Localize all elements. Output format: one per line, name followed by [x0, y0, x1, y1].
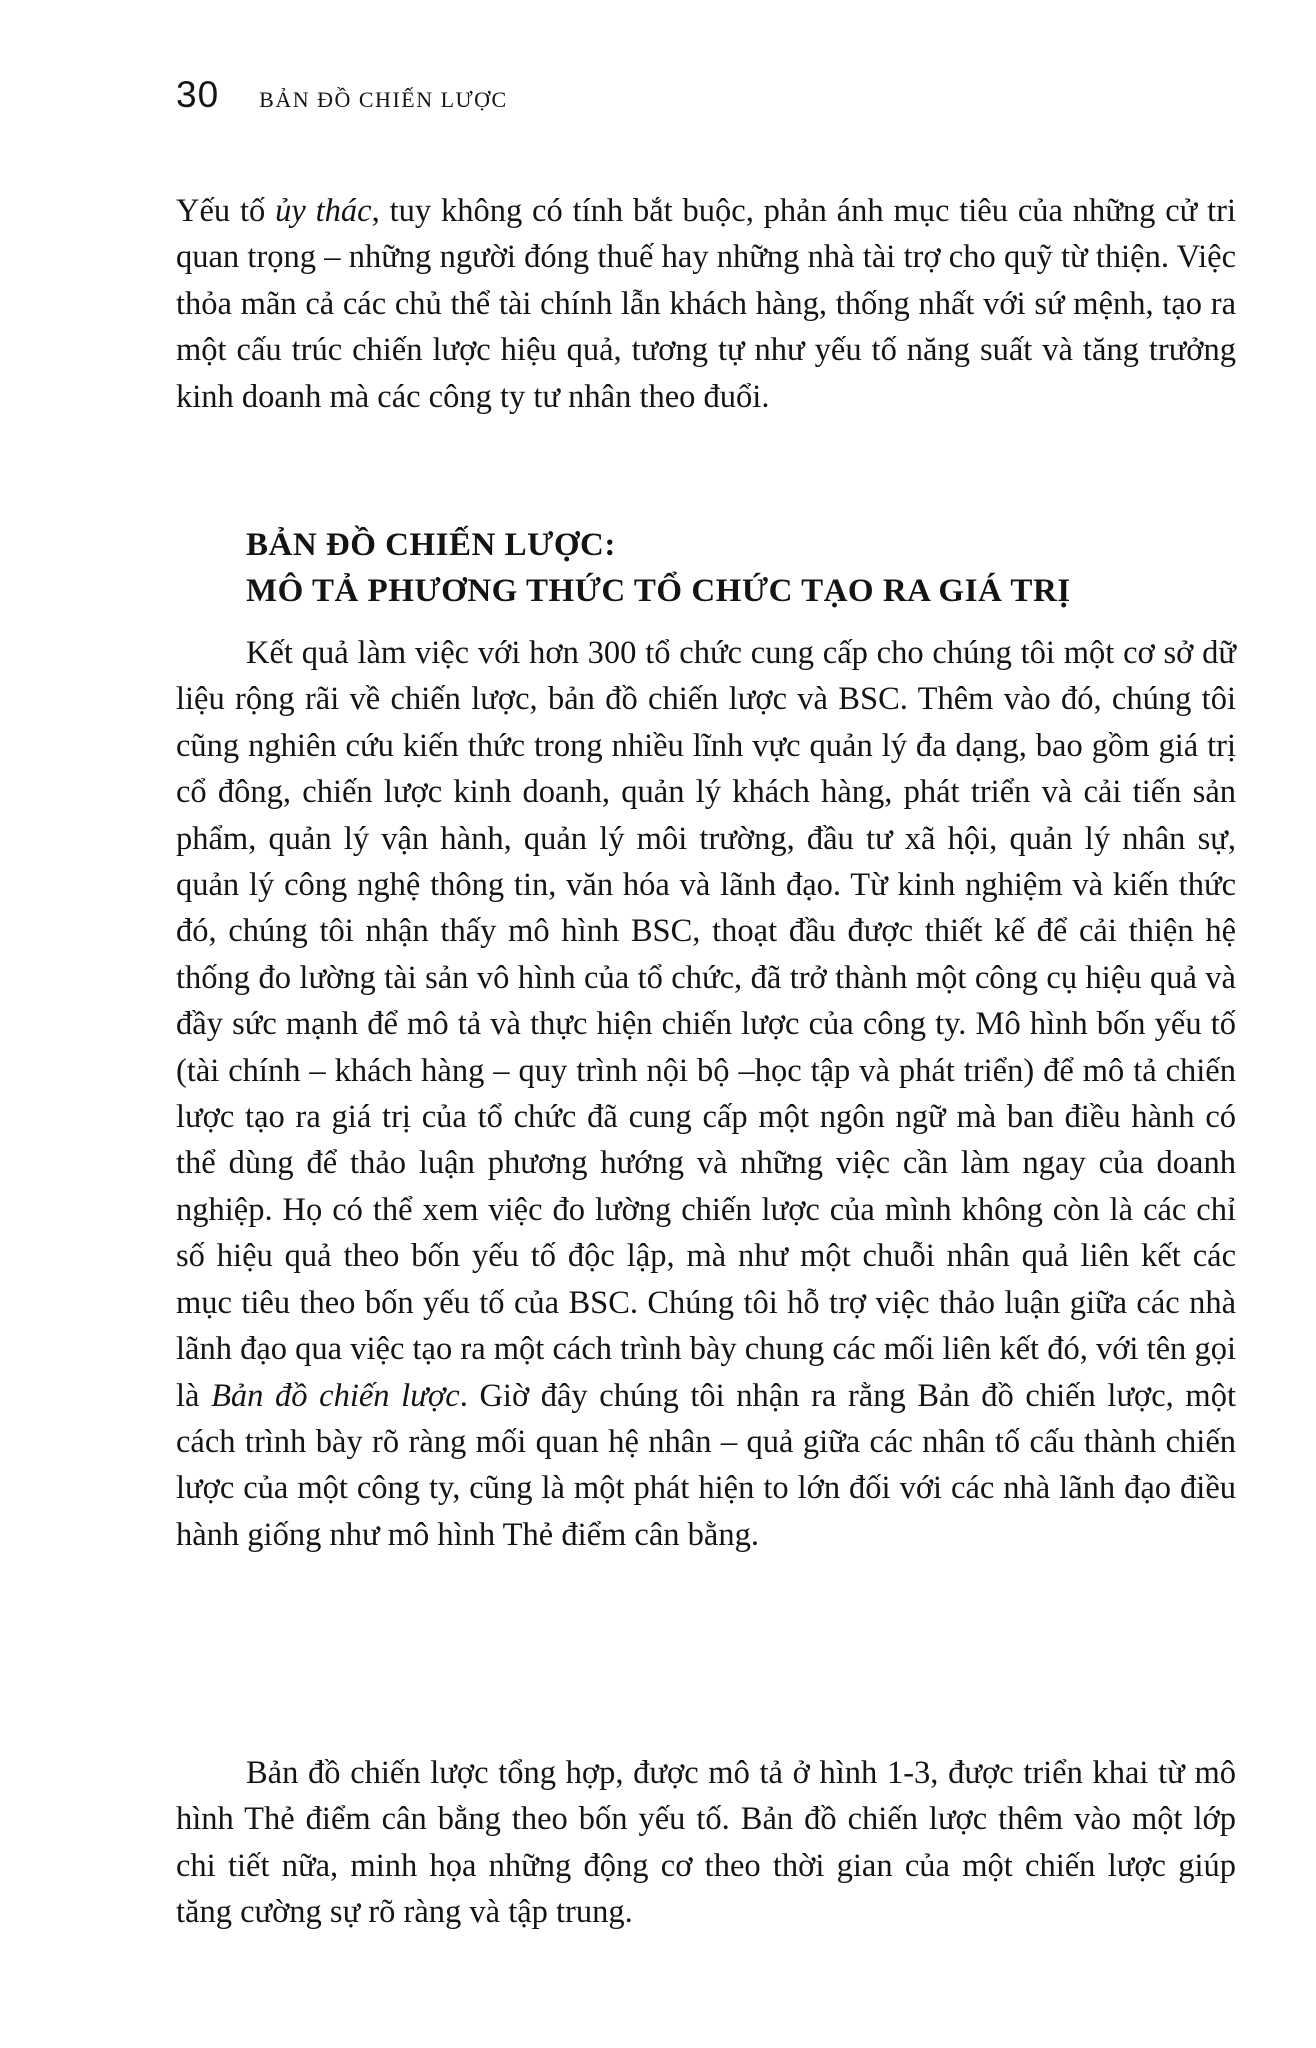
closing-paragraph: Bản đồ chiến lược tổng hợp, được mô tả ở hình 1-3, được triển khai từ mô hình Thẻ điểm cân bằng theo bốn yếu tố. Bản đồ chiến lược thêm vào một lớp chi tiết nữa, minh họa những động cơ theo thời gian của một chiến lược giúp tăng cường sự rõ ràng và tập trung. — [176, 1755, 1236, 1931]
main-text-1: Kết quả làm việc với hơn 300 tổ chức cung cấp cho chúng tôi một cơ sở dữ liệu rộng rãi về chiến lược, bản đồ chiến lược và BSC. Thêm vào đó, chúng tôi cũng nghiên cứu kiến thức trong nhiều lĩnh vực quản lý đa dạng, bao gồm giá trị cổ đông, chiến lược kinh doanh, quản lý khách hàng, phát triển và cải tiến sản phẩm, quản lý vận hành, quản lý môi trường, đầu tư xã hội, quản lý nhân sự, quản lý công nghệ thông tin, văn hóa và lãnh đạo. Từ kinh nghiệm và kiến thức đó, chúng tôi nhận thấy mô hình BSC, thoạt đầu được thiết kế để cải thiện hệ thống đo lường tài sản vô hình của tổ chức, đã trở thành một công cụ hiệu quả và đầy sức mạnh để mô tả và thực hiện chiến lược của công ty. Mô hình bốn yếu tố (tài chính – khách hàng – quy trình nội bộ –học tập và phát triển) để mô tả chiến lược tạo ra giá trị của tổ chức đã cung cấp một ngôn ngữ mà ban điều hành có thể dùng để thảo luận phương hướng và những việc cần làm ngay của doanh nghiệp. Họ có thể xem việc đo lường chiến lược của mình không còn là các chỉ số hiệu quả theo bốn yếu tố độc lập, mà như một chuỗi nhân quả liên kết các mục tiêu theo bốn yếu tố của BSC. Chúng tôi hỗ trợ việc thảo luận giữa các nhà lãnh đạo qua việc tạo ra một cách trình bày chung các mối liên kết đó, với tên gọi là — [176, 635, 1236, 1414]
intro-italic-term: ủy thác — [275, 193, 372, 229]
running-header — [176, 74, 508, 116]
section-heading — [246, 522, 1246, 614]
section-heading-line-1: BẢN ĐỒ CHIẾN LƯỢC: — [246, 527, 616, 563]
main-paragraph — [176, 630, 1236, 1558]
main-text-2: . Giờ đây chúng tôi nhận ra rằng Bản đồ chiến lược, một cách trình bày rõ ràng mối quan hệ nhân – quả giữa các nhân tố cấu thành chiến lược của một công ty, cũng là một phát hiện to lớn đối với các nhà lãnh đạo điều hành giống như mô hình Thẻ điểm cân bằng. — [176, 1377, 1236, 1553]
main-italic-term: Bản đồ chiến lược — [211, 1377, 460, 1414]
intro-text-2: , tuy không có tính bắt buộc, phản ánh mục tiêu của những cử tri quan trọng – những người đóng thuế hay những nhà tài trợ cho quỹ từ thiện. Việc thỏa mãn cả các chủ thể tài chính lẫn khách hàng, thống nhất với sứ mệnh, tạo ra một cấu trúc chiến lược hiệu quả, tương tự như yếu tố năng suất và tăng trưởng kinh doanh mà các công ty tư nhân theo đuổi. — [176, 193, 1236, 415]
intro-paragraph — [176, 188, 1236, 420]
intro-text-1: Yếu tố — [176, 193, 276, 229]
page-number: 30 — [176, 74, 220, 115]
section-heading-line-2: MÔ TẢ PHƯƠNG THỨC TỔ CHỨC TẠO RA GIÁ TRỊ — [246, 573, 1071, 609]
book-title: BẢN ĐỒ CHIẾN LƯỢC — [259, 87, 508, 112]
